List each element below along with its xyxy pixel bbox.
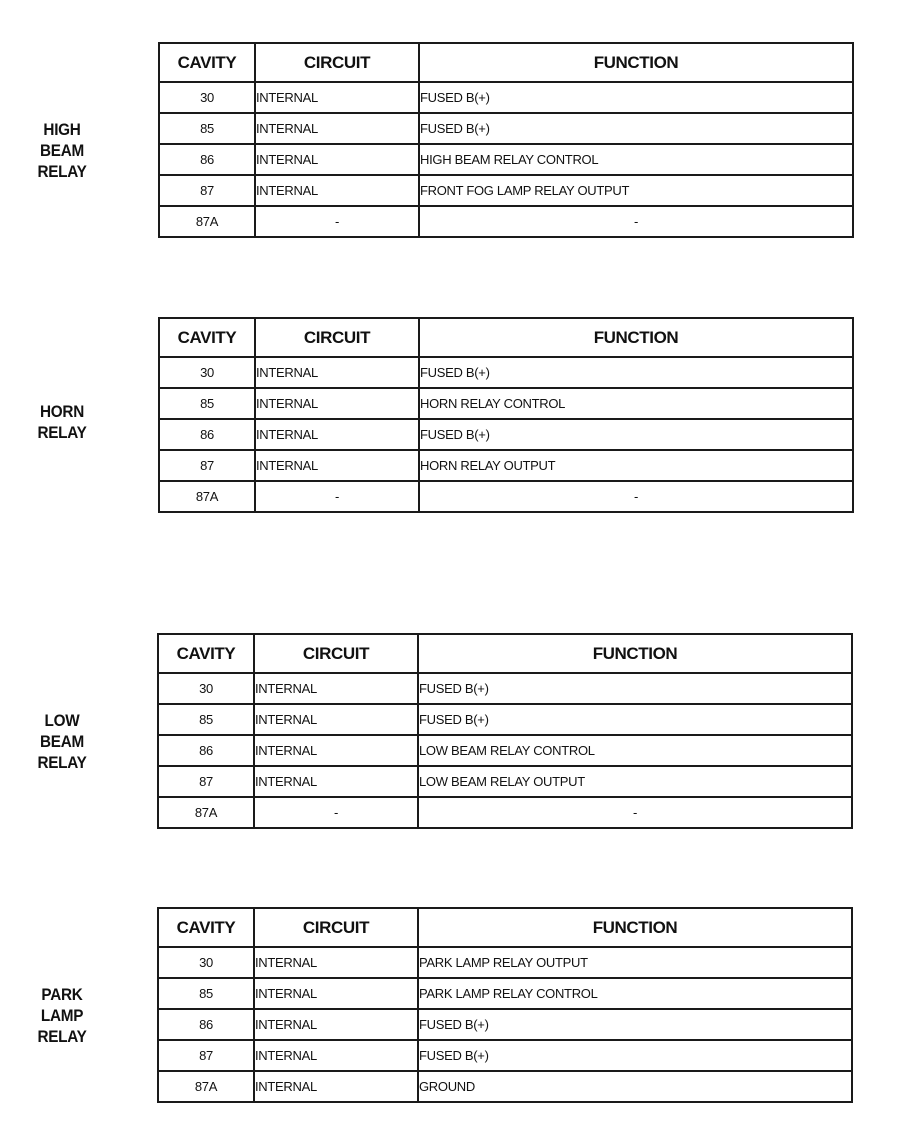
- cavity-cell: 87A: [159, 481, 255, 512]
- function-cell: FUSED B(+): [419, 357, 853, 388]
- header-cavity: CAVITY: [158, 908, 254, 947]
- table-row: [159, 82, 853, 113]
- circuit-cell: INTERNAL: [255, 175, 419, 206]
- function-cell: FUSED B(+): [418, 704, 852, 735]
- function-cell: FUSED B(+): [418, 1040, 852, 1071]
- table-row: [159, 175, 853, 206]
- function-cell: FUSED B(+): [419, 419, 853, 450]
- header-circuit: CIRCUIT: [255, 318, 419, 357]
- circuit-cell: -: [254, 797, 418, 828]
- relay-label-line: PARK: [41, 985, 83, 1004]
- table-row: [158, 978, 852, 1009]
- cavity-cell: 87: [159, 450, 255, 481]
- function-cell: FRONT FOG LAMP RELAY OUTPUT: [419, 175, 853, 206]
- relay-label-line: HIGH: [43, 120, 81, 139]
- table-row: [158, 1040, 852, 1071]
- function-cell: LOW BEAM RELAY OUTPUT: [418, 766, 852, 797]
- cavity-table: [157, 907, 853, 1103]
- cavity-table: [158, 42, 854, 238]
- function-cell: -: [419, 481, 853, 512]
- cavity-cell: 87A: [158, 1071, 254, 1102]
- circuit-cell: INTERNAL: [254, 1071, 418, 1102]
- table-header-row: [158, 634, 852, 673]
- circuit-cell: INTERNAL: [254, 978, 418, 1009]
- table-row: [158, 1009, 852, 1040]
- cavity-cell: 87A: [158, 797, 254, 828]
- function-cell: -: [419, 206, 853, 237]
- function-cell: GROUND: [418, 1071, 852, 1102]
- circuit-cell: INTERNAL: [255, 357, 419, 388]
- table-row: [159, 113, 853, 144]
- table-row: [158, 766, 852, 797]
- cavity-cell: 87: [158, 766, 254, 797]
- table-header-row: [159, 43, 853, 82]
- circuit-cell: INTERNAL: [255, 419, 419, 450]
- circuit-cell: INTERNAL: [255, 144, 419, 175]
- cavity-cell: 86: [159, 419, 255, 450]
- function-cell: HIGH BEAM RELAY CONTROL: [419, 144, 853, 175]
- table-header-row: [159, 318, 853, 357]
- function-cell: FUSED B(+): [418, 1009, 852, 1040]
- table-row: [158, 673, 852, 704]
- table-row: [159, 481, 853, 512]
- relay-label-line: BEAM: [40, 732, 84, 751]
- function-cell: PARK LAMP RELAY OUTPUT: [418, 947, 852, 978]
- table-header-row: [158, 908, 852, 947]
- function-cell: PARK LAMP RELAY CONTROL: [418, 978, 852, 1009]
- cavity-cell: 30: [158, 947, 254, 978]
- cavity-cell: 87: [159, 175, 255, 206]
- circuit-cell: INTERNAL: [255, 388, 419, 419]
- cavity-table: [158, 317, 854, 513]
- function-cell: LOW BEAM RELAY CONTROL: [418, 735, 852, 766]
- table-row: [158, 735, 852, 766]
- relay-label-line: LAMP: [40, 1006, 84, 1025]
- table-row: [159, 450, 853, 481]
- header-cavity: CAVITY: [159, 318, 255, 357]
- cavity-cell: 30: [159, 357, 255, 388]
- cavity-cell: 85: [159, 113, 255, 144]
- cavity-cell: 85: [159, 388, 255, 419]
- circuit-cell: INTERNAL: [254, 1040, 418, 1071]
- table-row: [159, 144, 853, 175]
- table-row: [159, 206, 853, 237]
- cavity-cell: 87A: [159, 206, 255, 237]
- function-cell: FUSED B(+): [419, 82, 853, 113]
- cavity-table: [157, 633, 853, 829]
- circuit-cell: -: [255, 481, 419, 512]
- circuit-cell: INTERNAL: [254, 766, 418, 797]
- circuit-cell: -: [255, 206, 419, 237]
- relay-label-line: HORN: [40, 402, 84, 421]
- relay-label: [26, 710, 98, 773]
- relay-label-line: RELAY: [37, 162, 87, 181]
- header-cavity: CAVITY: [158, 634, 254, 673]
- relay-label-line: RELAY: [37, 423, 87, 442]
- function-cell: -: [418, 797, 852, 828]
- circuit-cell: INTERNAL: [254, 947, 418, 978]
- circuit-cell: INTERNAL: [254, 735, 418, 766]
- function-cell: FUSED B(+): [418, 673, 852, 704]
- cavity-cell: 85: [158, 704, 254, 735]
- relay-label: [26, 984, 98, 1047]
- header-function: FUNCTION: [419, 43, 853, 82]
- function-cell: HORN RELAY CONTROL: [419, 388, 853, 419]
- cavity-cell: 30: [158, 673, 254, 704]
- table-row: [158, 704, 852, 735]
- relay-label-line: BEAM: [40, 141, 84, 160]
- function-cell: FUSED B(+): [419, 113, 853, 144]
- circuit-cell: INTERNAL: [254, 673, 418, 704]
- table-row: [158, 947, 852, 978]
- cavity-cell: 86: [159, 144, 255, 175]
- circuit-cell: INTERNAL: [254, 704, 418, 735]
- circuit-cell: INTERNAL: [255, 113, 419, 144]
- table-row: [159, 419, 853, 450]
- circuit-cell: INTERNAL: [255, 82, 419, 113]
- circuit-cell: INTERNAL: [254, 1009, 418, 1040]
- header-circuit: CIRCUIT: [254, 634, 418, 673]
- cavity-cell: 30: [159, 82, 255, 113]
- relay-label-line: LOW: [44, 711, 80, 730]
- cavity-cell: 87: [158, 1040, 254, 1071]
- cavity-cell: 86: [158, 1009, 254, 1040]
- relay-label: [26, 401, 98, 443]
- function-cell: HORN RELAY OUTPUT: [419, 450, 853, 481]
- relay-label: [26, 119, 98, 182]
- table-row: [159, 357, 853, 388]
- header-function: FUNCTION: [418, 634, 852, 673]
- header-function: FUNCTION: [419, 318, 853, 357]
- table-row: [158, 1071, 852, 1102]
- cavity-cell: 85: [158, 978, 254, 1009]
- header-circuit: CIRCUIT: [255, 43, 419, 82]
- header-function: FUNCTION: [418, 908, 852, 947]
- header-cavity: CAVITY: [159, 43, 255, 82]
- relay-label-line: RELAY: [37, 753, 87, 772]
- table-row: [158, 797, 852, 828]
- relay-label-line: RELAY: [37, 1027, 87, 1046]
- table-row: [159, 388, 853, 419]
- header-circuit: CIRCUIT: [254, 908, 418, 947]
- circuit-cell: INTERNAL: [255, 450, 419, 481]
- cavity-cell: 86: [158, 735, 254, 766]
